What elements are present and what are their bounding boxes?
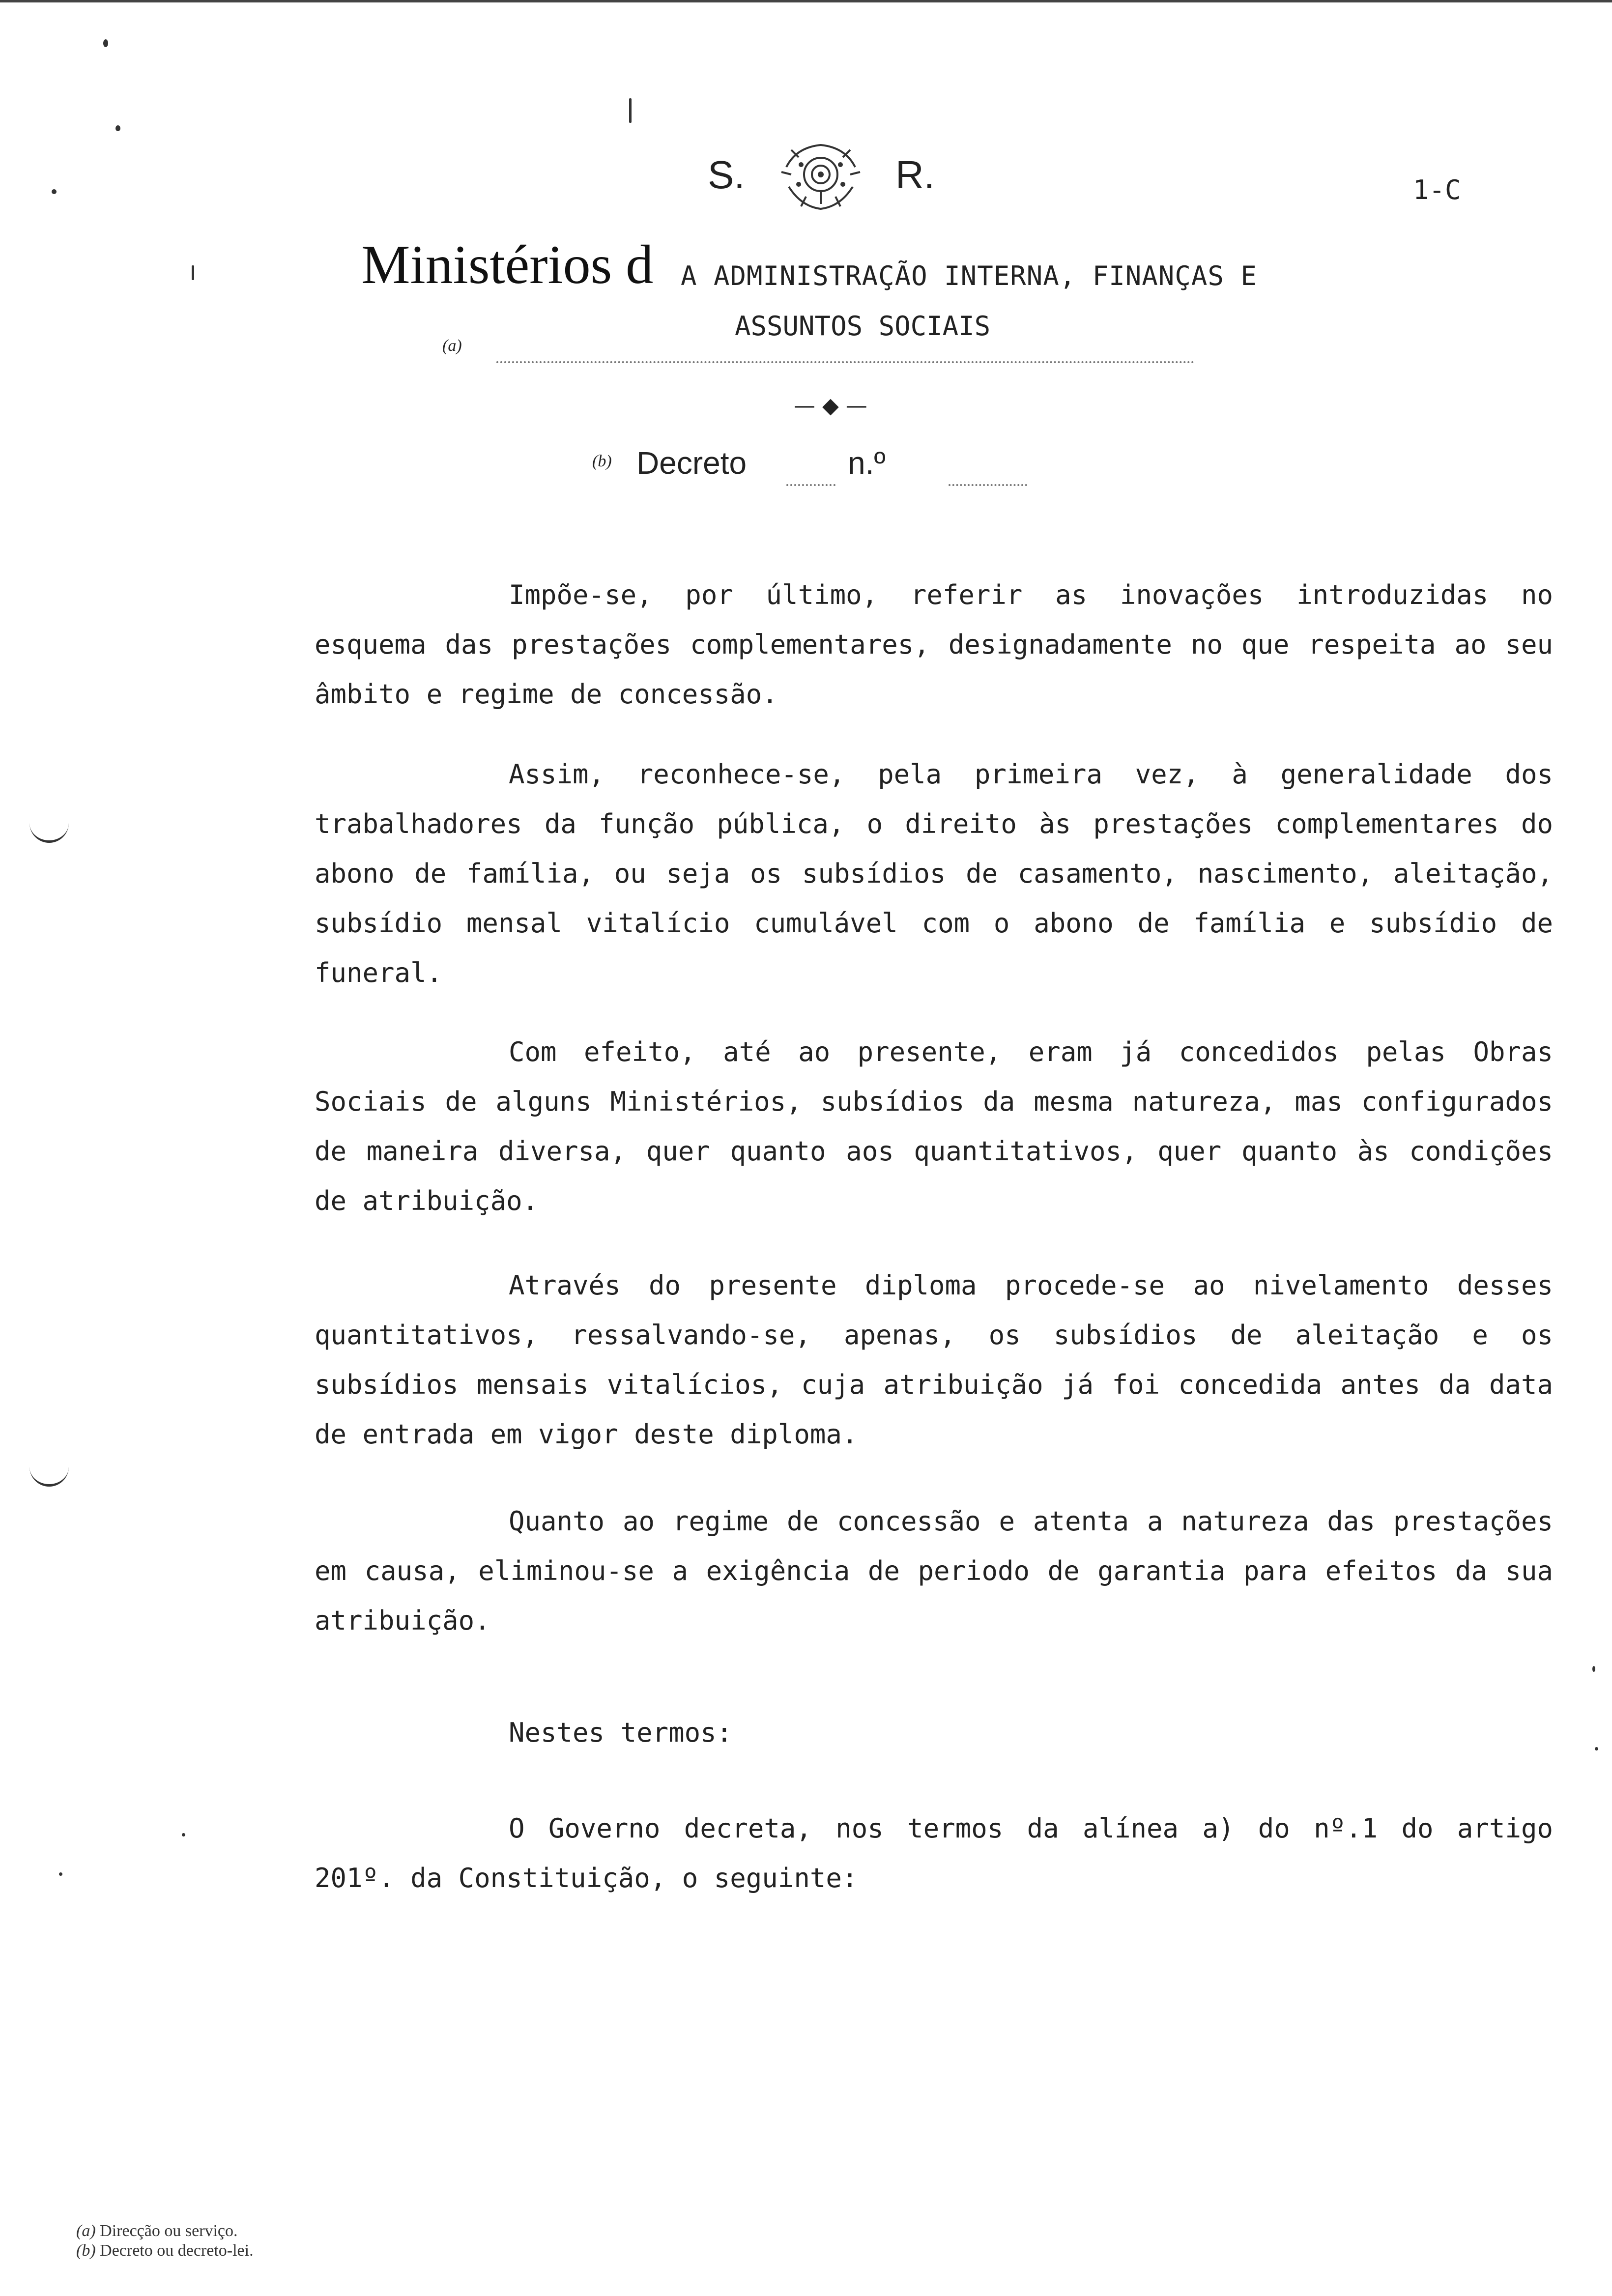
footnote-b-mark: (b) <box>76 2241 96 2260</box>
footnote-b-text: Decreto ou decreto-lei. <box>100 2241 254 2260</box>
scan-speck <box>59 1872 62 1876</box>
scan-speck <box>115 125 120 131</box>
paragraph-5: Quanto ao regime de concessão e atenta a natureza das prestações em causa, eliminou-se a exigência de periodo de garantia para efeitos da sua atribuição. <box>315 1506 1553 1636</box>
seal-letter-r: R. <box>895 153 935 197</box>
paragraph-7: O Governo decreta, nos termos da alínea a) do nº.1 do artigo 201º. da Constituição, o seguinte: <box>315 1813 1553 1894</box>
decree-number-label: n.º <box>848 445 886 481</box>
footnote-a-mark: (a) <box>76 2222 96 2240</box>
decree-number-fill-line <box>949 484 1027 486</box>
page-code: 1-C <box>1413 174 1461 205</box>
paragraph-6: Nestes termos: <box>509 1717 733 1748</box>
punch-hole-mark <box>29 811 69 843</box>
footnote-a-text: Direcção ou serviço. <box>100 2222 238 2240</box>
footnotes <box>76 2221 254 2261</box>
note-mark-a: (a) <box>442 337 462 355</box>
footnote-b <box>76 2241 254 2261</box>
service-fill-line <box>496 361 1194 363</box>
scan-speck <box>1592 1666 1595 1672</box>
scan-speck <box>1595 1747 1598 1751</box>
decree-type-fill-line <box>786 484 835 486</box>
top-border-line <box>0 0 1612 2</box>
note-mark-b: (b) <box>592 452 612 470</box>
coat-of-arms-icon <box>772 138 870 216</box>
scan-speck <box>192 265 194 280</box>
ministry-label: Ministérios d <box>361 234 654 295</box>
seal-letter-s: S. <box>708 153 745 197</box>
scan-speck <box>182 1833 185 1837</box>
paragraph-4: Através do presente diploma procede-se ao nivelamento desses quantitativos, ressalvando-se, apenas, os subsídios de aleitação e os subsídios mensais vitalícios, cuja atribuição já foi concedida antes da data de entrada em vigor deste diploma. <box>315 1270 1553 1450</box>
decree-label: Decreto <box>636 445 747 481</box>
scan-speck <box>629 98 632 123</box>
paragraph-2: Assim, reconhece-se, pela primeira vez, à generalidade dos trabalhadores da função pública, o direito às prestações complementares do abono de família, ou seja os subsídios de casamento, nascimento, aleitação, subsídio mensal vitalício cumulável com o abono de família e subsídio de funeral. <box>315 759 1553 988</box>
punch-hole-mark <box>29 1455 69 1487</box>
ministry-name-line1: A ADMINISTRAÇÃO INTERNA, FINANÇAS E <box>681 260 1257 291</box>
scan-speck <box>52 189 57 194</box>
ministry-name-line2: ASSUNTOS SOCIAIS <box>735 311 991 342</box>
ornament-divider: — ◆ — <box>794 393 867 418</box>
paragraph-1: Impõe-se, por último, referir as inovações introduzidas no esquema das prestações complementares, designadamente no que respeita ao seu âmbito e regime de concessão. <box>315 579 1553 710</box>
paragraph-3: Com efeito, até ao presente, eram já concedidos pelas Obras Sociais de alguns Ministérios, subsídios da mesma natureza, mas configurados de maneira diversa, quer quanto aos quantitativos, quer quanto às condições de atribuição. <box>315 1036 1553 1216</box>
scan-speck <box>103 39 108 47</box>
footnote-a <box>76 2221 254 2241</box>
